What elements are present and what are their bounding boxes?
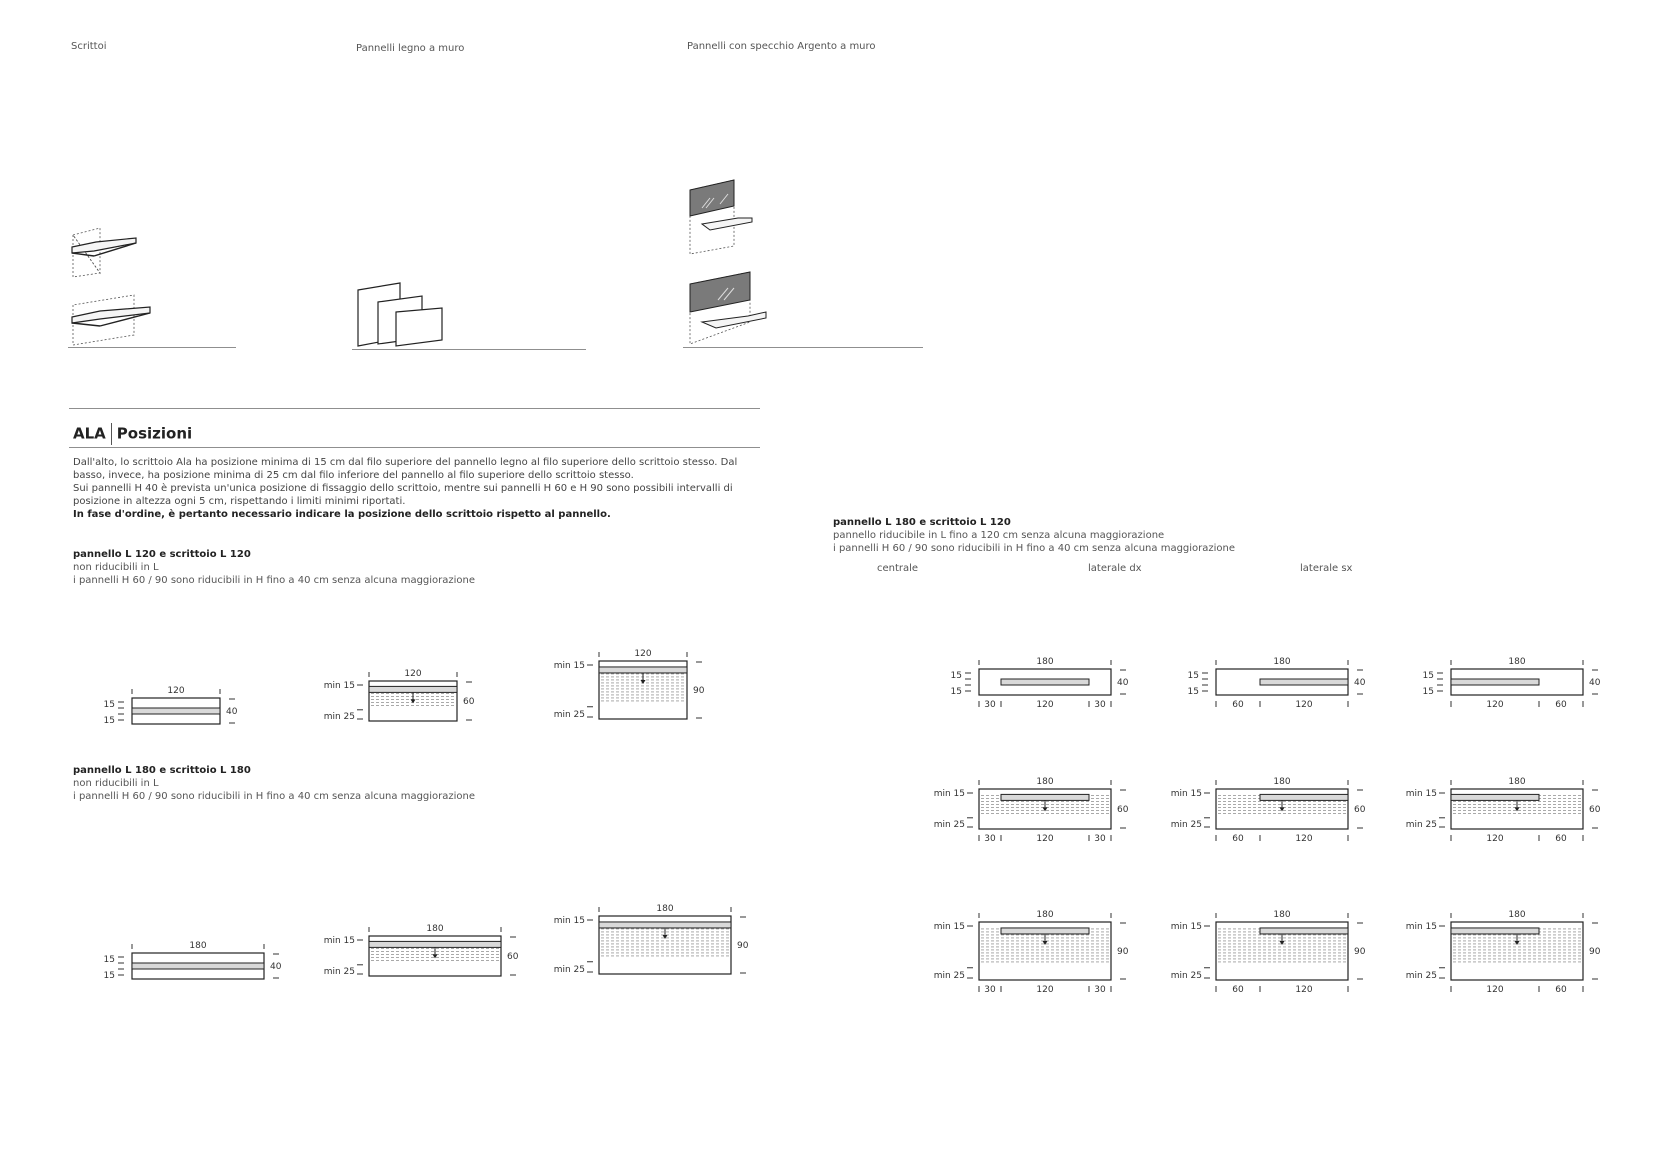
- block-l180-header: [73, 764, 475, 803]
- segment-label: 120: [1036, 700, 1054, 710]
- height-label: 60: [1354, 805, 1366, 815]
- block-l180-title: pannello L 180 e scrittoio L 180: [73, 765, 251, 776]
- scrittoi-label: Scrittoi: [71, 41, 107, 52]
- offset-label-top: 15: [103, 700, 115, 710]
- height-label: 40: [226, 707, 238, 717]
- diagram-sx-h60: [1403, 769, 1627, 851]
- desk-bar: [1451, 679, 1539, 685]
- block-l180-120-header: [833, 516, 1235, 555]
- block-l180-120-line2: i pannelli H 60 / 90 sono riducibili in H fino a 40 cm senza alcuna maggiorazione: [833, 543, 1236, 554]
- min-top-label: min 15: [323, 936, 355, 946]
- offset-label-top: 15: [1422, 671, 1434, 681]
- diagram-l120-h40: [84, 678, 264, 732]
- min-bottom-label: min 25: [1170, 820, 1202, 830]
- min-top-label: min 15: [933, 789, 965, 799]
- title-divider: [111, 423, 112, 445]
- diagram-l120-h60: [321, 661, 501, 729]
- desk-bar: [1001, 928, 1089, 934]
- intro-text-1: Dall'alto, lo scrittoio Ala ha posizione minima di 15 cm dal filo superiore del pannello legno al filo superiore dello scrittoio stesso. Dal basso, invece, ha posizione minima di 25 cm dal filo inferiore del pannello al filo superiore dello scrittoio stesso.: [73, 457, 738, 481]
- width-label: 180: [1508, 657, 1526, 667]
- offset-label-bottom: 15: [1187, 687, 1199, 697]
- width-label: 120: [167, 686, 185, 696]
- offset-label-top: 15: [1187, 671, 1199, 681]
- min-top-label: min 15: [553, 916, 585, 926]
- height-label: 40: [270, 962, 282, 972]
- min-bottom-label: min 25: [1405, 971, 1437, 981]
- desk-bar: [1260, 794, 1348, 800]
- pannelli-legno-rule: [352, 349, 586, 350]
- offset-label-bottom: 15: [1422, 687, 1434, 697]
- height-label: 40: [1354, 678, 1366, 688]
- height-label: 60: [1117, 805, 1129, 815]
- segment-label: 60: [1232, 985, 1244, 995]
- height-label: 60: [463, 697, 475, 707]
- segment-label: 120: [1295, 700, 1313, 710]
- diagram-c-h90: [931, 902, 1155, 1002]
- offset-label-bottom: 15: [950, 687, 962, 697]
- min-bottom-label: min 25: [933, 820, 965, 830]
- segment-label: 60: [1555, 985, 1567, 995]
- diagram-dx-h40: [1168, 649, 1392, 717]
- min-bottom-label: min 25: [553, 965, 585, 975]
- min-bottom-label: min 25: [553, 710, 585, 720]
- width-label: 180: [1036, 657, 1054, 667]
- block-l120-header: [73, 548, 475, 587]
- desk-bar: [369, 686, 457, 692]
- segment-label: 120: [1295, 834, 1313, 844]
- height-label: 40: [1589, 678, 1601, 688]
- height-label: 90: [1589, 947, 1601, 957]
- height-label: 90: [1354, 947, 1366, 957]
- segment-label: 120: [1486, 985, 1504, 995]
- block-l180-line1: non riducibili in L: [73, 778, 159, 789]
- mirror-panel-small-icon: [688, 178, 758, 258]
- min-top-label: min 15: [323, 681, 355, 691]
- section-rule-bottom: [69, 447, 760, 448]
- block-l180-120-title: pannello L 180 e scrittoio L 120: [833, 517, 1011, 528]
- min-bottom-label: min 25: [1405, 820, 1437, 830]
- block-l120-line1: non riducibili in L: [73, 562, 159, 573]
- diagram-l180-h40: [84, 933, 308, 987]
- width-label: 120: [634, 649, 652, 659]
- offset-label-top: 15: [103, 955, 115, 965]
- min-bottom-label: min 25: [933, 971, 965, 981]
- min-top-label: min 15: [553, 661, 585, 671]
- min-bottom-label: min 25: [323, 712, 355, 722]
- intro-note: In fase d'ordine, è pertanto necessario indicare la posizione dello scrittoio rispetto al pannello.: [73, 509, 611, 520]
- segment-label: 120: [1036, 834, 1054, 844]
- desk-bar: [1001, 794, 1089, 800]
- wood-panels-icon: [356, 280, 456, 350]
- width-label: 180: [1508, 777, 1526, 787]
- width-label: 180: [1036, 910, 1054, 920]
- desk-bar: [1001, 679, 1089, 685]
- height-label: 90: [1117, 947, 1129, 957]
- segment-label: 120: [1486, 834, 1504, 844]
- width-label: 180: [1273, 777, 1291, 787]
- height-label: 90: [737, 941, 749, 951]
- segment-label: 30: [1094, 834, 1106, 844]
- col-laterale-dx-label: laterale dx: [1088, 563, 1142, 574]
- segment-label: 120: [1486, 700, 1504, 710]
- height-label: 60: [1589, 805, 1601, 815]
- width-label: 120: [404, 669, 422, 679]
- desk-small-icon: [70, 225, 150, 281]
- diagram-sx-h40: [1403, 649, 1627, 717]
- min-top-label: min 15: [933, 922, 965, 932]
- segment-label: 30: [984, 985, 996, 995]
- diagram-l120-h90: [551, 641, 731, 727]
- offset-label-top: 15: [950, 671, 962, 681]
- width-label: 180: [656, 904, 674, 914]
- block-l180-120-line1: pannello riducibile in L fino a 120 cm senza alcuna maggiorazione: [833, 530, 1165, 541]
- pannelli-legno-label: Pannelli legno a muro: [356, 43, 465, 54]
- block-l120-title: pannello L 120 e scrittoio L 120: [73, 549, 251, 560]
- min-top-label: min 15: [1405, 922, 1437, 932]
- segment-label: 60: [1555, 700, 1567, 710]
- pannelli-specchio-label: Pannelli con specchio Argento a muro: [687, 41, 876, 52]
- section-title: [73, 423, 192, 445]
- diagram-l180-h60: [321, 916, 545, 984]
- segment-label: 30: [984, 700, 996, 710]
- block-l180-line2: i pannelli H 60 / 90 sono riducibili in H fino a 40 cm senza alcuna maggiorazione: [73, 791, 476, 802]
- diagram-sx-h90: [1403, 902, 1627, 1002]
- width-label: 180: [1273, 910, 1291, 920]
- intro-paragraph: [73, 456, 763, 521]
- min-bottom-label: min 25: [1170, 971, 1202, 981]
- offset-label-bottom: 15: [103, 971, 115, 981]
- desk-bar: [132, 708, 220, 714]
- segment-label: 120: [1036, 985, 1054, 995]
- width-label: 180: [1036, 777, 1054, 787]
- min-top-label: min 15: [1170, 922, 1202, 932]
- col-centrale-label: centrale: [877, 563, 919, 574]
- segment-label: 120: [1295, 985, 1313, 995]
- desk-bar: [1260, 928, 1348, 934]
- height-label: 60: [507, 952, 519, 962]
- height-label: 40: [1117, 678, 1129, 688]
- desk-bar: [1451, 794, 1539, 800]
- mirror-panel-large-icon: [688, 270, 778, 346]
- block-l120-line2: i pannelli H 60 / 90 sono riducibili in H fino a 40 cm senza alcuna maggiorazione: [73, 575, 476, 586]
- segment-label: 30: [1094, 985, 1106, 995]
- segment-label: 30: [984, 834, 996, 844]
- diagram-l180-h90: [551, 896, 775, 982]
- width-label: 180: [1508, 910, 1526, 920]
- intro-text-2: Sui pannelli H 40 è prevista un'unica posizione di fissaggio dello scrittoio, mentre sui pannelli H 60 e H 90 sono possibili intervalli di posizione in altezza ogni 5 cm, rispettando i limiti minimi riportati.: [73, 483, 733, 507]
- section-rule-top: [69, 408, 760, 409]
- section-heading: Posizioni: [116, 424, 193, 443]
- segment-label: 60: [1555, 834, 1567, 844]
- diagram-c-h60: [931, 769, 1155, 851]
- desk-bar: [1260, 679, 1348, 685]
- pannelli-specchio-rule: [683, 347, 923, 348]
- segment-label: 30: [1094, 700, 1106, 710]
- desk-large-icon: [70, 295, 160, 347]
- height-label: 90: [693, 686, 705, 696]
- min-bottom-label: min 25: [323, 967, 355, 977]
- desk-bar: [599, 922, 731, 928]
- min-top-label: min 15: [1170, 789, 1202, 799]
- col-laterale-sx-label: laterale sx: [1300, 563, 1353, 574]
- segment-label: 60: [1232, 700, 1244, 710]
- min-top-label: min 15: [1405, 789, 1437, 799]
- scrittoi-rule: [68, 347, 236, 348]
- desk-bar: [132, 963, 264, 969]
- desk-bar: [369, 941, 501, 947]
- desk-bar: [599, 667, 687, 673]
- diagram-c-h40: [931, 649, 1155, 717]
- width-label: 180: [189, 941, 207, 951]
- width-label: 180: [1273, 657, 1291, 667]
- segment-label: 60: [1232, 834, 1244, 844]
- offset-label-bottom: 15: [103, 716, 115, 726]
- diagram-dx-h90: [1168, 902, 1392, 1002]
- desk-bar: [1451, 928, 1539, 934]
- width-label: 180: [426, 924, 444, 934]
- diagram-dx-h60: [1168, 769, 1392, 851]
- section-brand: ALA: [73, 424, 106, 443]
